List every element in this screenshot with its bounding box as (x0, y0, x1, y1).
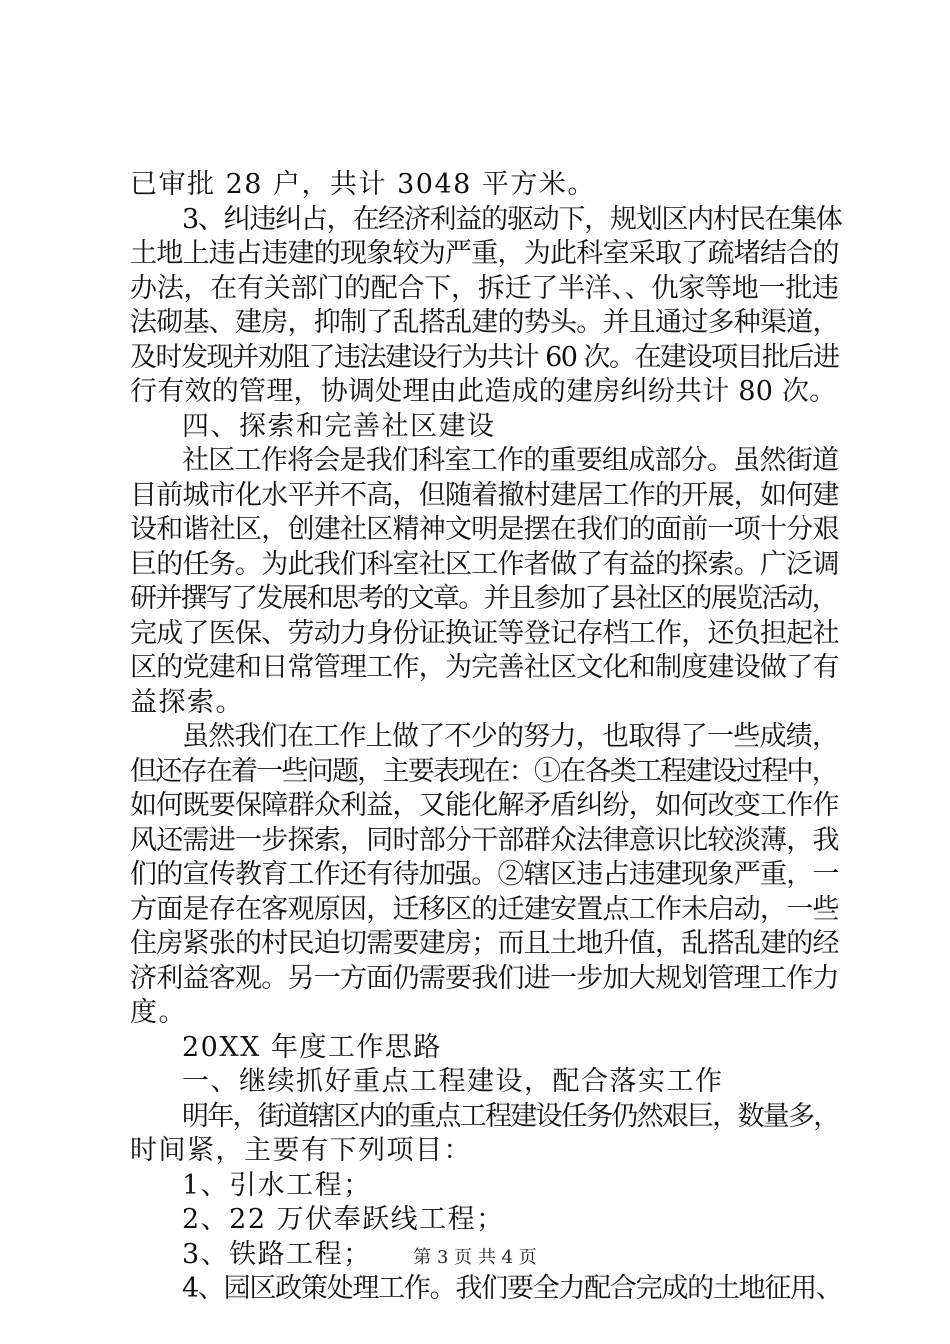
text-line: 土地上违占违建的现象较为严重，为此科室采取了疏堵结合的 (130, 238, 839, 269)
text-line: 社区工作将会是我们科室工作的重要组成部分。虽然街道 (182, 445, 839, 476)
text-line: 益探索。 (130, 686, 244, 718)
text-line: 目前城市化水平并不高，但随着撤村建居工作的开展，如何建 (130, 479, 839, 511)
text-line: 3、纠违纠占，在经济利益的驱动下，规划区内村民在集体 (182, 203, 842, 235)
document-body (130, 168, 842, 1307)
text-line: 风还需进一步探索，同时部分干部群众法律意识比较淡薄，我 (130, 824, 839, 856)
text-line: 区的党建和日常管理工作，为完善社区文化和制度建设做了有 (130, 652, 839, 683)
text-line: 济利益客观。另一方面仍需要我们进一步加大规划管理工作力 (130, 962, 839, 994)
text-line: 虽然我们在工作上做了不少的努力，也取得了一些成绩， (182, 721, 839, 752)
text-line: 20XX 年度工作思路 (182, 1031, 442, 1063)
text-line: 们的宣传教育工作还有待加强。②辖区违占违建现象严重，一 (130, 859, 839, 890)
text-line: 4、园区政策处理工作。我们要全力配合完成的土地征用、 (182, 1273, 842, 1304)
text-line: 法砌基、建房，抑制了乱搭乱建的势头。并且通过多种渠道， (130, 307, 839, 338)
page-footer: 第 3 页 共 4 页 (413, 1247, 537, 1268)
text-line: 1、引水工程； (182, 1169, 372, 1201)
text-line: 巨的任务。为此我们科室社区工作者做了有益的探索。广泛调 (130, 548, 839, 580)
text-line: 3、铁路工程； (182, 1238, 372, 1270)
text-line: 已审批 28 户，共计 3048 平方米。 (130, 169, 596, 200)
text-line: 研并撰写了发展和思考的文章。并且参加了县社区的展览活动， (130, 583, 837, 614)
text-line: 及时发现并劝阻了违法建设行为共计 60 次。在建设项目批后进 (130, 341, 839, 373)
text-line: 明年，街道辖区内的重点工程建设任务仍然艰巨，数量多， (182, 1100, 839, 1132)
text-line: 如何既要保障群众利益，又能化解矛盾纠纷，如何改变工作作 (130, 790, 839, 821)
text-line: 2、22 万伏奉跃线工程； (182, 1204, 505, 1235)
text-line: 时间紧，主要有下列项目： (130, 1135, 472, 1166)
text-line: 方面是存在客观原因，迁移区的迁建安置点工作未启动，一些 (130, 893, 839, 925)
text-line: 完成了医保、劳动力身份证换证等登记存档工作，还负担起社 (130, 617, 839, 649)
text-line: 四、探索和完善社区建设 (182, 410, 496, 442)
text-line: 一、继续抓好重点工程建设，配合落实工作 (182, 1066, 724, 1097)
text-line: 行有效的管理，协调处理由此造成的建房纠纷共计 80 次。 (130, 376, 837, 407)
text-line: 办法，在有关部门的配合下，拆迁了半洋、、仇家等地一批违 (130, 272, 839, 304)
text-line: 但还存在着一些问题，主要表现在：①在各类工程建设过程中， (130, 755, 837, 787)
text-line: 住房紧张的村民迫切需要建房；而且土地升值，乱搭乱建的经 (130, 928, 839, 959)
text-line: 设和谐社区，创建社区精神文明是摆在我们的面前一项十分艰 (130, 514, 839, 545)
text-line: 度。 (130, 997, 187, 1028)
